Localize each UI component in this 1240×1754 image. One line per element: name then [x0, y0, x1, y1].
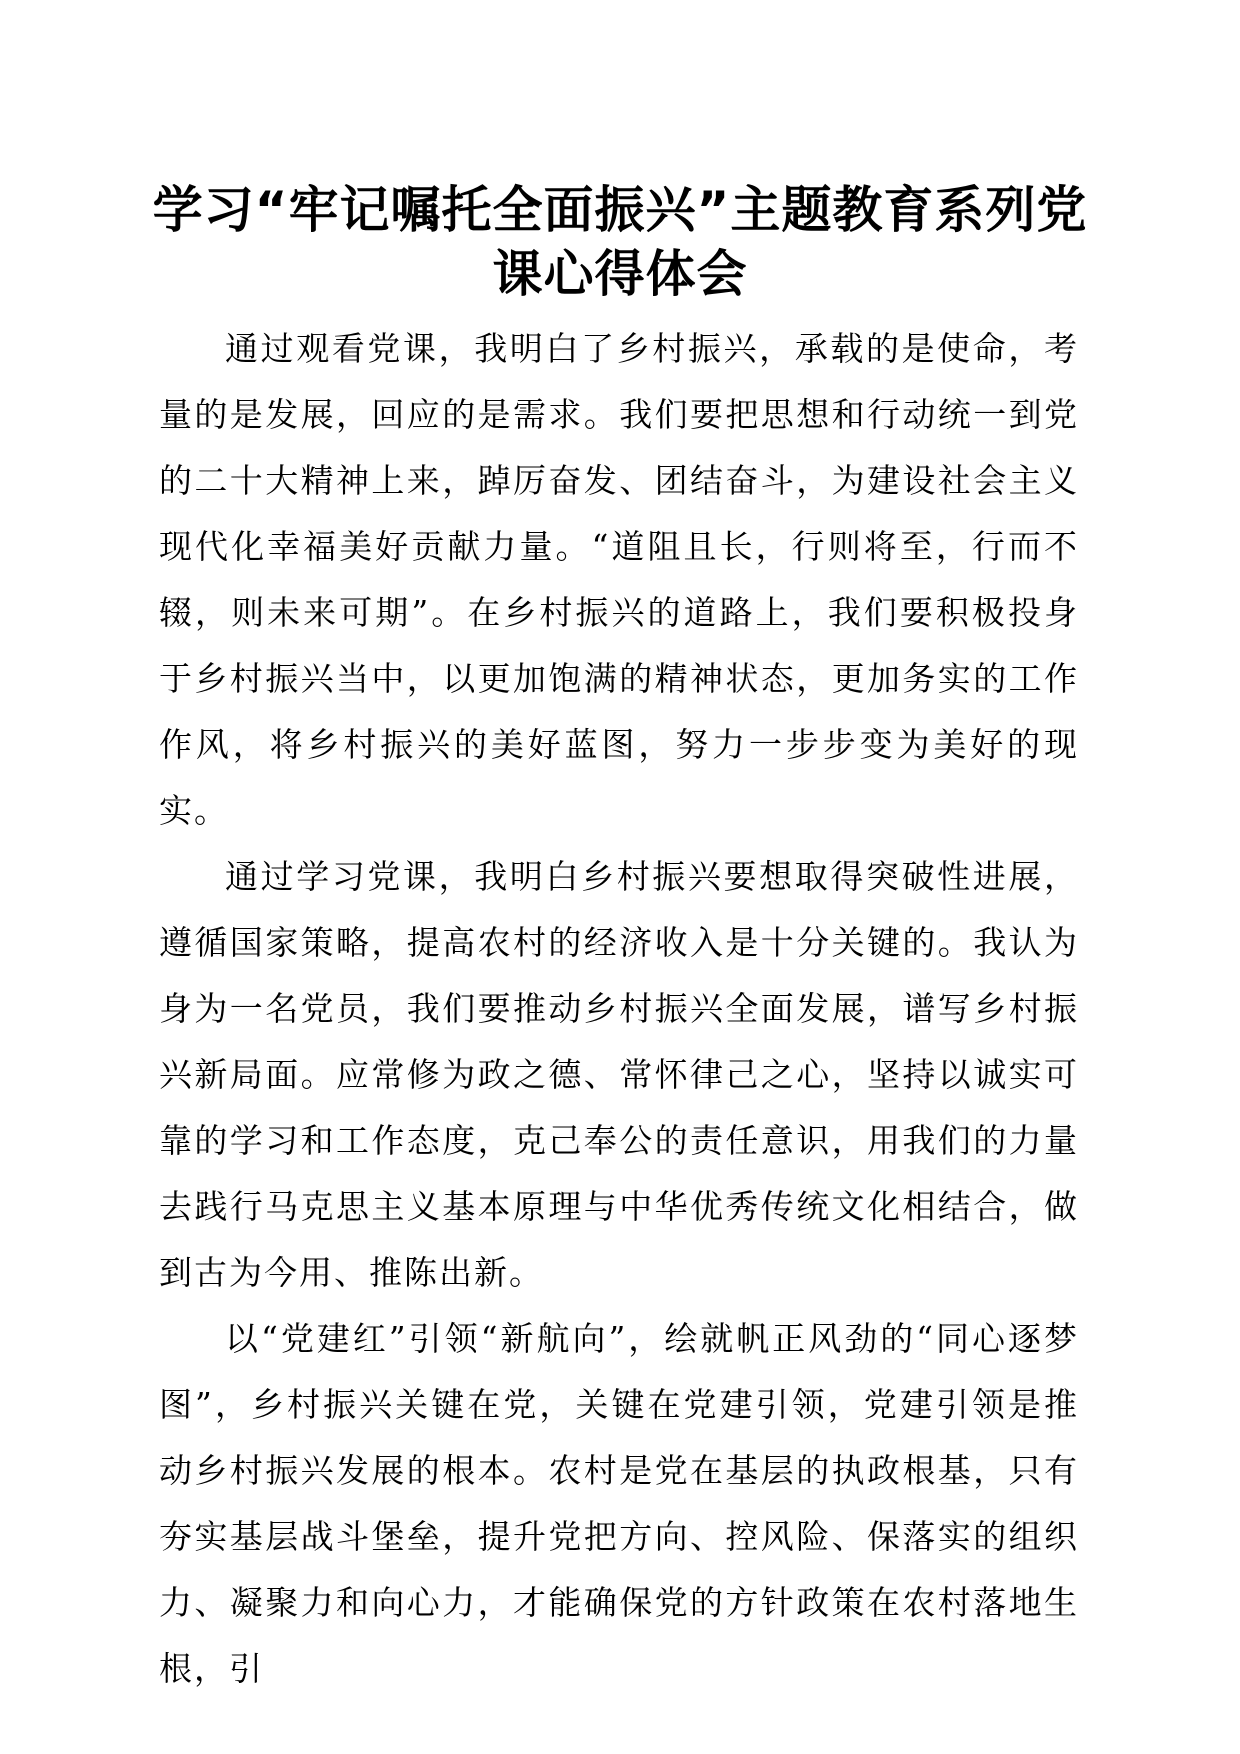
paragraph-2: 通过学习党课，我明白乡村振兴要想取得突破性进展，遵循国家策略，提高农村的经济收入是十分关键的。我认为身为一名党员，我们要推动乡村振兴全面发展，谱写乡村振兴新局面。应常修为政之德、常怀律己之心，坚持以诚实可靠的学习和工作态度，克己奉公的责任意识，用我们的力量去践行马克思主义基本原理与中华优秀传统文化相结合，做到古为今用、推陈出新。	[159, 857, 1079, 1292]
document-title: 学习“牢记嘱托全面振兴”主题教育系列党课心得体会	[152, 181, 1088, 303]
paragraph-1: 通过观看党课，我明白了乡村振兴，承载的是使命，考量的是发展，回应的是需求。我们要把思想和行动统一到党的二十大精神上来，踔厉奋发、团结奋斗，为建设社会主义现代化幸福美好贡献力量。“道阻且长，行则将至，行而不辍，则未来可期”。在乡村振兴的道路上，我们要积极投身于乡村振兴当中，以更加饱满的精神状态，更加务实的工作作风，将乡村振兴的美好蓝图，努力一步步变为美好的现实。	[159, 329, 1079, 830]
document-body	[159, 316, 1079, 1702]
paragraph-3: 以“党建红”引领“新航向”，绘就帆正风劲的“同心逐梦图”，乡村振兴关键在党，关键在党建引领，党建引领是推动乡村振兴发展的根本。农村是党在基层的执政根基，只有夯实基层战斗堡垒，提升党把方向、控风险、保落实的组织力、凝聚力和向心力，才能确保党的方针政策在农村落地生根，引	[159, 1319, 1079, 1688]
